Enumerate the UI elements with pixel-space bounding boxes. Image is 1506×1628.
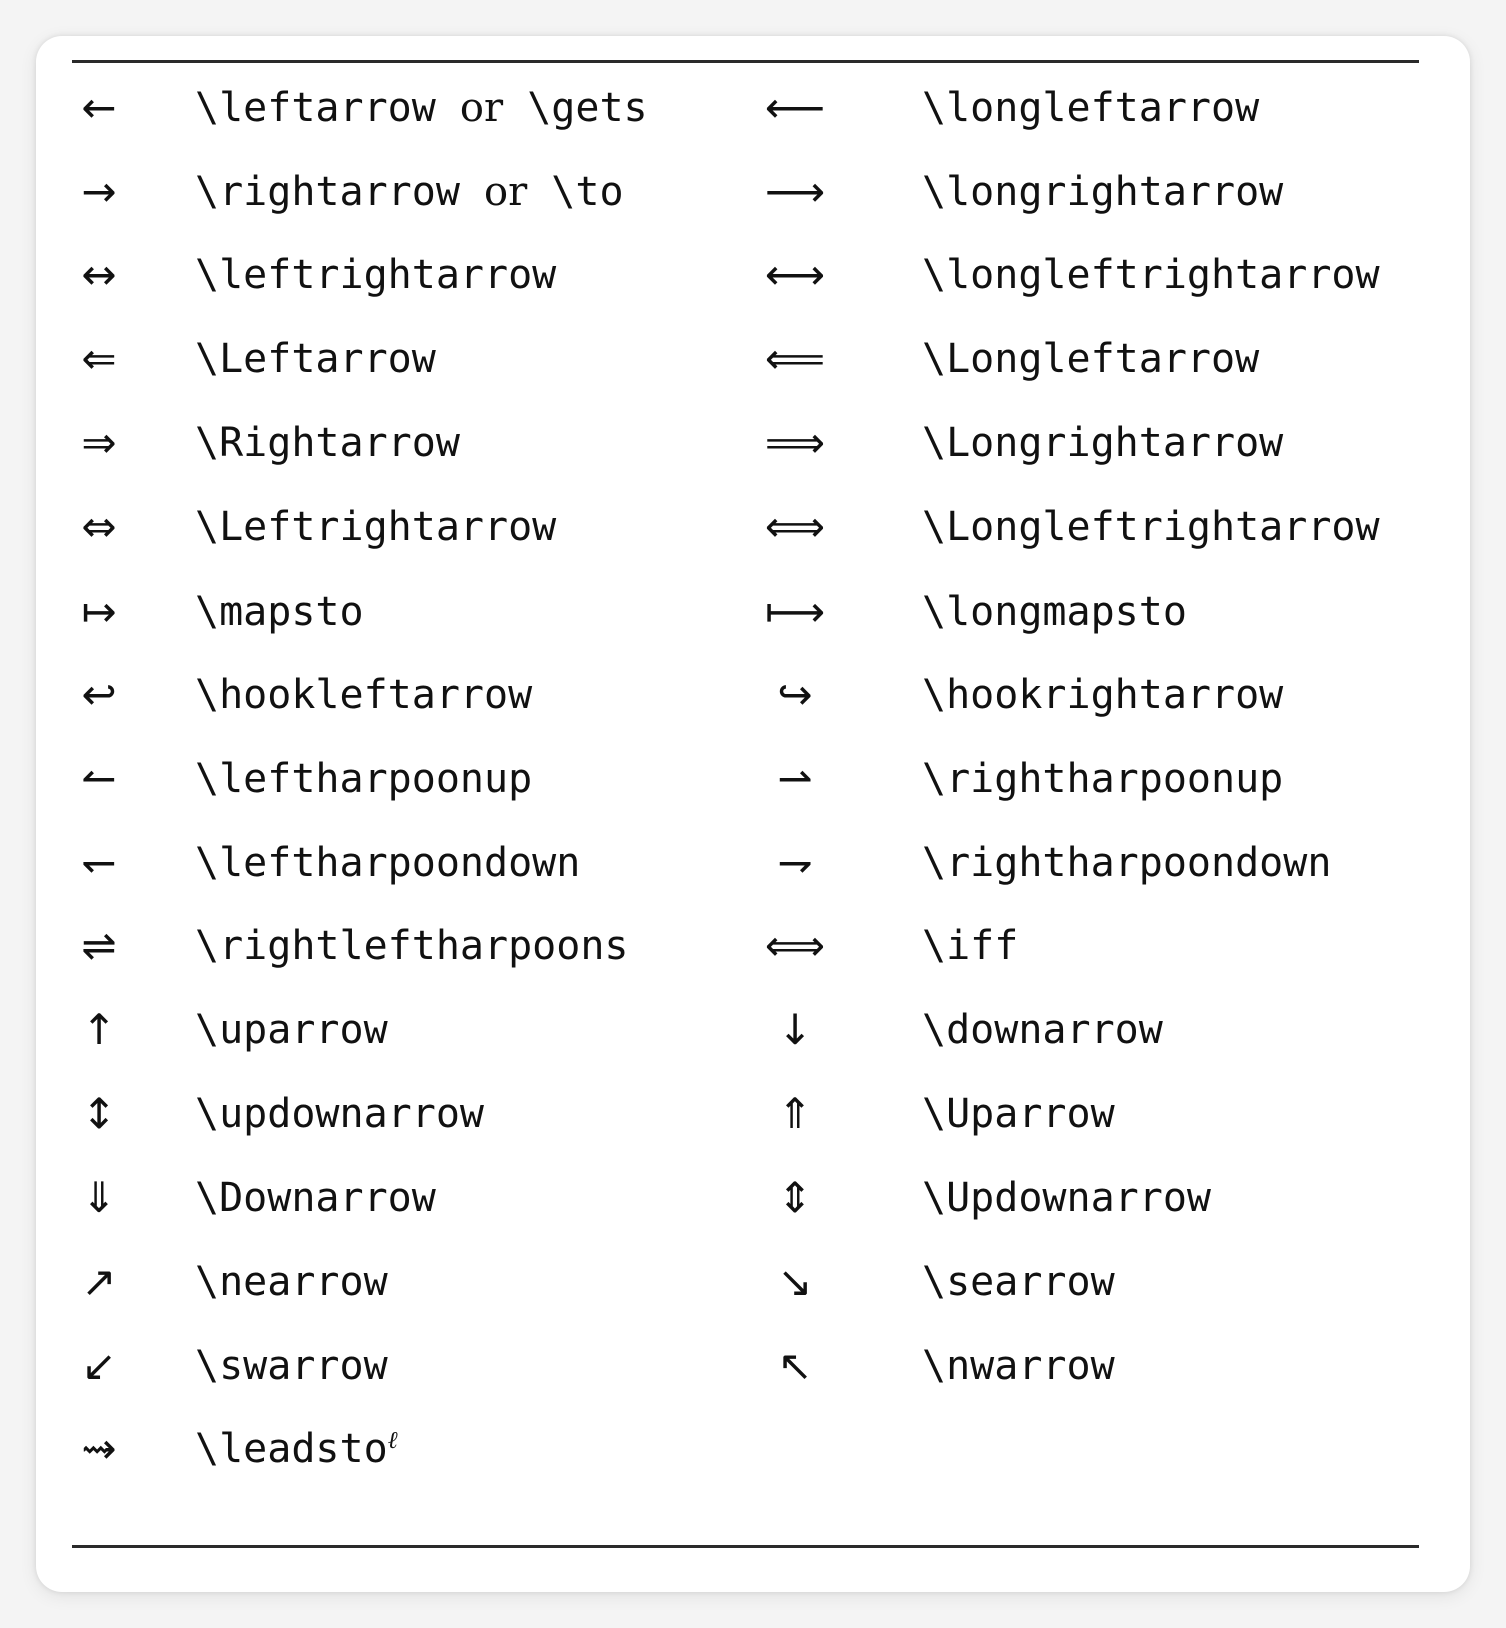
arrow-symbol: ⇔	[81, 502, 117, 551]
command-name: \Updownarrow	[922, 1175, 1211, 1221]
latex-command	[195, 413, 460, 473]
arrow-symbol: ↗	[81, 1257, 117, 1306]
footnote-mark: ℓ	[387, 1426, 398, 1454]
command-name: \leftarrow	[195, 85, 436, 131]
table-row	[0, 162, 1506, 222]
latex-command	[922, 1000, 1163, 1060]
latex-command	[195, 1252, 388, 1312]
latex-command	[195, 162, 624, 222]
command-name: \nearrow	[195, 1259, 388, 1305]
command-name: \swarrow	[195, 1343, 388, 1389]
command-name: \leftrightarrow	[195, 252, 557, 298]
latex-command	[195, 78, 648, 138]
command-name: \Downarrow	[195, 1175, 436, 1221]
command-name: \leftharpoondown	[195, 840, 581, 886]
command-name: \Uparrow	[922, 1091, 1115, 1137]
table-row	[0, 1336, 1506, 1396]
command-name: \hookrightarrow	[922, 672, 1284, 718]
latex-command	[922, 162, 1283, 222]
latex-command	[922, 665, 1283, 725]
table-row	[0, 78, 1506, 138]
or-separator: or	[459, 85, 504, 131]
table-row	[0, 329, 1506, 389]
table-row	[0, 1252, 1506, 1312]
command-name: \rightharpoonup	[922, 756, 1284, 802]
arrow-symbol: ↦	[81, 587, 117, 636]
table-row	[0, 1000, 1506, 1060]
latex-command	[195, 749, 532, 809]
command-name: \Longleftarrow	[922, 336, 1260, 382]
arrow-symbol: ↘	[777, 1257, 813, 1306]
arrow-symbol: ↓	[777, 1005, 813, 1054]
arrow-symbol: ↔	[81, 250, 117, 299]
command-name: \longleftarrow	[922, 85, 1260, 131]
command-name: \mapsto	[195, 589, 364, 635]
alternate-command-name: \gets	[527, 85, 648, 131]
latex-command	[922, 497, 1380, 557]
latex-command	[195, 1168, 436, 1228]
latex-command	[922, 916, 1018, 976]
arrow-symbol: ⟶	[764, 167, 826, 216]
command-name: \nwarrow	[922, 1343, 1115, 1389]
arrow-symbol: ⟺	[764, 502, 826, 551]
command-name: \longrightarrow	[922, 169, 1284, 215]
command-name: \leadsto	[195, 1426, 388, 1472]
table-row	[0, 1168, 1506, 1228]
arrow-symbol: ↼	[81, 754, 117, 803]
arrow-symbol: ⟸	[764, 334, 826, 383]
arrow-symbol: ⇌	[81, 921, 117, 970]
table-row	[0, 916, 1506, 976]
or-separator: or	[484, 169, 528, 215]
latex-command	[922, 1252, 1115, 1312]
arrow-symbol: ⟹	[764, 418, 826, 467]
arrow-symbol: ⟺	[764, 921, 826, 970]
command-name: \longmapsto	[922, 589, 1187, 635]
latex-command	[922, 749, 1283, 809]
command-name: \Rightarrow	[195, 420, 460, 466]
arrow-symbol: ⇁	[777, 838, 813, 887]
command-name: \rightleftharpoons	[195, 923, 629, 969]
latex-command	[195, 245, 556, 305]
arrow-symbol: ⟵	[764, 83, 826, 132]
arrow-symbol: ↖	[777, 1341, 813, 1390]
latex-command	[195, 497, 556, 557]
command-name: \rightarrow	[195, 169, 460, 215]
latex-command	[195, 833, 580, 893]
command-name: \Longleftrightarrow	[922, 504, 1380, 550]
latex-command	[922, 1336, 1115, 1396]
arrow-symbol: ⇑	[777, 1089, 813, 1138]
table-row	[0, 1084, 1506, 1144]
command-name: \Leftarrow	[195, 336, 436, 382]
arrow-symbol: ⇒	[81, 418, 117, 467]
arrow-symbol: ↩	[81, 670, 117, 719]
table-row	[0, 582, 1506, 642]
table-row	[0, 665, 1506, 725]
arrow-symbol: ⇀	[777, 754, 813, 803]
latex-command	[922, 245, 1380, 305]
latex-command	[922, 413, 1283, 473]
arrow-symbol: ⇓	[81, 1173, 117, 1222]
command-name: \longleftrightarrow	[922, 252, 1380, 298]
command-name: \leftharpoonup	[195, 756, 533, 802]
latex-command	[195, 1336, 388, 1396]
command-name: \searrow	[922, 1259, 1115, 1305]
arrow-symbol: ←	[81, 83, 117, 132]
arrow-symbol: ⇐	[81, 334, 117, 383]
arrow-symbol: ↽	[81, 838, 117, 887]
command-name: \updownarrow	[195, 1091, 484, 1137]
arrow-symbol: ⟼	[764, 587, 826, 636]
latex-command	[195, 916, 628, 976]
latex-command	[195, 329, 436, 389]
command-name: \Longrightarrow	[922, 420, 1284, 466]
latex-command	[922, 833, 1331, 893]
arrow-symbol: ⟷	[764, 250, 826, 299]
table-row	[0, 833, 1506, 893]
latex-command	[195, 582, 364, 642]
latex-command	[922, 1168, 1211, 1228]
latex-command	[922, 1084, 1115, 1144]
table-row	[0, 497, 1506, 557]
alternate-command-name: \to	[551, 169, 624, 215]
command-name: \rightharpoondown	[922, 840, 1332, 886]
arrow-symbol: ↪	[777, 670, 813, 719]
arrow-symbol: ↕	[81, 1089, 117, 1138]
latex-command	[922, 78, 1259, 138]
arrow-symbol: ⇕	[777, 1173, 813, 1222]
arrow-symbol: ↙	[81, 1341, 117, 1390]
latex-command	[195, 1419, 398, 1479]
command-name: \uparrow	[195, 1007, 388, 1053]
table-row	[0, 1419, 1506, 1479]
command-name: \Leftrightarrow	[195, 504, 557, 550]
command-name: \iff	[922, 923, 1019, 969]
latex-command	[195, 1084, 484, 1144]
arrow-symbol: ⇝	[81, 1424, 117, 1473]
latex-command	[195, 665, 532, 725]
command-name: \downarrow	[922, 1007, 1163, 1053]
table-row	[0, 413, 1506, 473]
latex-command	[195, 1000, 388, 1060]
latex-command	[922, 582, 1187, 642]
arrow-symbol: →	[81, 167, 117, 216]
table-row	[0, 245, 1506, 305]
latex-command	[922, 329, 1259, 389]
table-row	[0, 749, 1506, 809]
arrow-symbol: ↑	[81, 1005, 117, 1054]
command-name: \hookleftarrow	[195, 672, 533, 718]
